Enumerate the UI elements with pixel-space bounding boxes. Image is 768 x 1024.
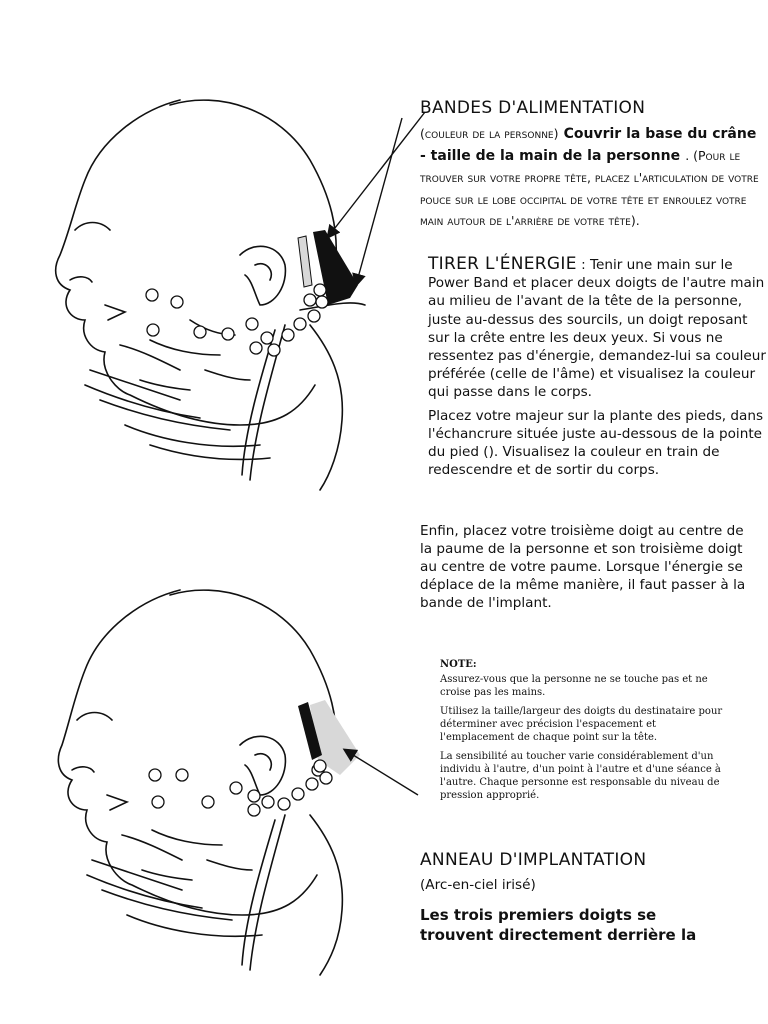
palm-section — [420, 522, 760, 612]
note-heading: NOTE — [440, 659, 473, 670]
draw-energy-section — [428, 254, 766, 479]
palm-paragraph: Enfin, placez votre troisième doigt au centre de la paume de la personne et son troisième doigt au centre de votre paume. Lorsque l'énergie se déplace de la même manière, il faut passer à la bande de l'implant. — [420, 523, 746, 612]
note-paragraph-3: La sensibilité au toucher varie considérablement d'un individu à l'autre, d'un point à l'autre et d'une séance à l'autre. Chaque personne est responsable du niveau de pression approprié. — [440, 751, 721, 801]
head-illustration-bottom — [40, 570, 420, 980]
head-illustration-top — [30, 80, 400, 500]
power-band-title: BANDES D'ALIMENTATION — [420, 98, 646, 118]
draw-energy-title: TIRER L'ÉNERGIE — [428, 254, 577, 274]
draw-energy-colon: : — [576, 257, 590, 273]
power-band-instruction: Couvrir la base du crâne - taille de la main de la personne — [420, 126, 757, 165]
implant-ring-subtitle: (Arc-en-ciel irisé) — [420, 877, 536, 894]
implant-ring-text: Les trois premiers doigts se trouvent directement derrière la — [420, 906, 697, 944]
implant-ring-section — [420, 850, 765, 945]
paren-close: ) — [553, 126, 559, 142]
feet-paragraph: Placez votre majeur sur la plante des pieds, dans l'échancrure située juste au-dessous de la pointe du pied (). Visualisez la couleur en train de redescendre et de sortir du corps. — [428, 407, 764, 479]
color-label: couleur de la personne — [424, 126, 554, 142]
note-colon: : — [472, 659, 477, 670]
power-band-section — [420, 98, 765, 231]
paren-open: ( — [420, 126, 425, 142]
power-band-hint: . (Pour le trouver sur votre propre tête, placez l'articulation de votre pouce sur le lobe occipital de votre tête et enroulez votre main autour de l'arrière de votre tête). — [420, 148, 759, 229]
note-paragraph-2: Utilisez la taille/largeur des doigts du destinataire pour déterminer avec précision l'espacement et l'emplacement de chaque point sur la tête. — [440, 706, 723, 743]
note-box — [440, 658, 725, 808]
note-paragraph-1: Assurez-vous que la personne ne se touche pas et ne croise pas les mains. — [440, 674, 708, 698]
draw-energy-text: Tenir une main sur le Power Band et placer deux doigts de l'autre main au milieu de l'avant de la tête de la personne, juste au-dessus des sourcils, un doigt reposant sur la crête entre les deux yeux. Si vous ne ressentez pas d'énergie, demandez-lui sa couleur préférée (celle de l'âme) et visualisez la couleur qui passe dans le corps. — [428, 257, 766, 400]
implant-ring-title: ANNEAU D'IMPLANTATION — [420, 850, 647, 870]
